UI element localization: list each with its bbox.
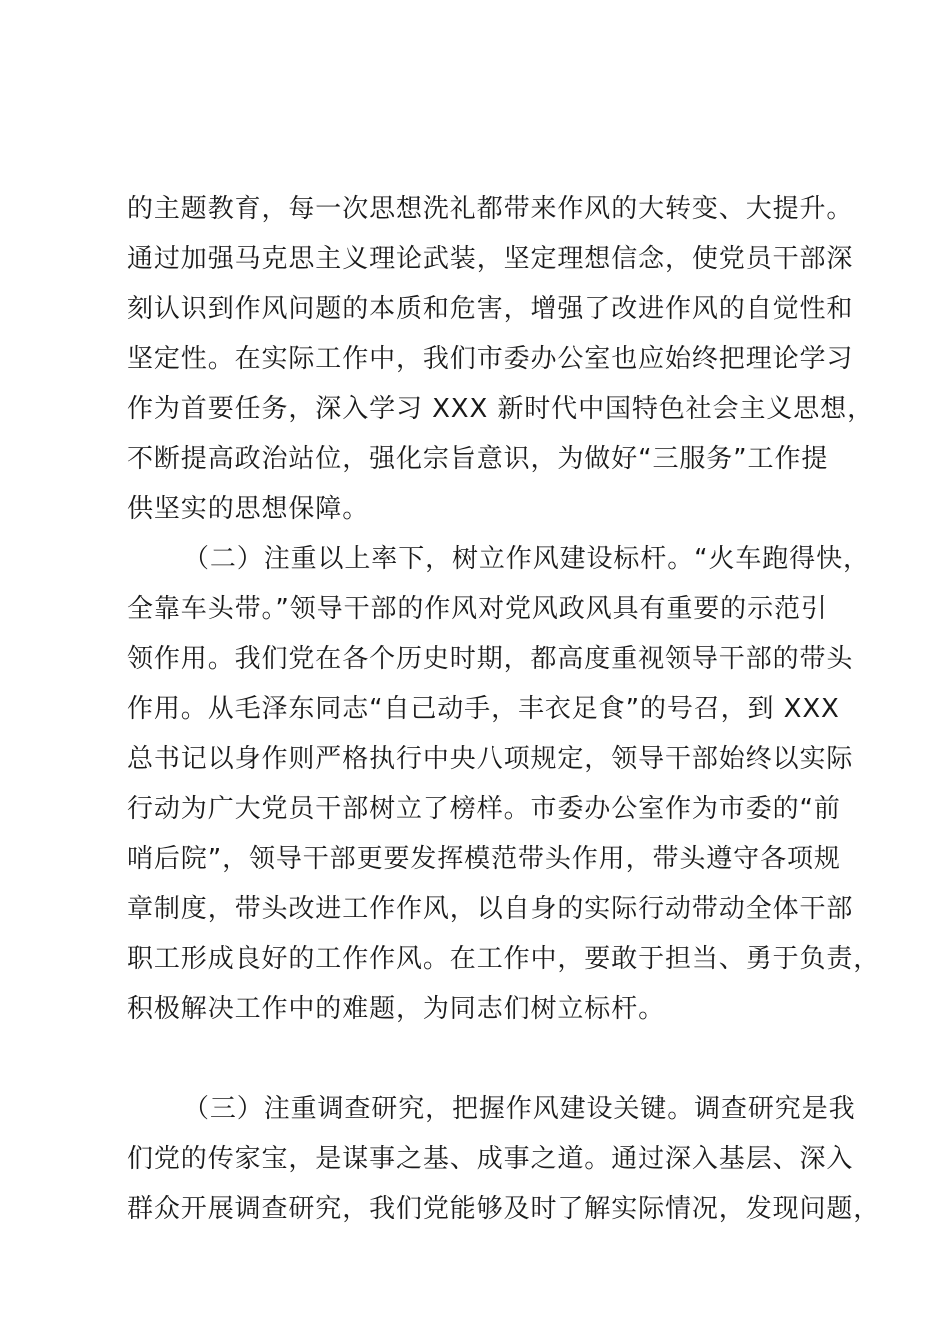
paragraph-1 (127, 184, 874, 534)
text-line: 全靠车头带。”领导干部的作风对党风政风具有重要的示范引 (127, 594, 828, 624)
text-line: 章制度，带头改进工作作风，以自身的实际行动带动全体干部 (127, 894, 854, 924)
paragraph-2 (127, 534, 881, 1084)
text-line (127, 1034, 837, 1084)
text-line: 作为首要任务，深入学习 XXX 新时代中国特色社会主义思想， (127, 394, 874, 424)
text-line: 供坚实的思想保障。 (127, 494, 370, 524)
text-line: 行动为广大党员干部树立了榜样。市委办公室作为市委的“前 (127, 794, 841, 824)
text-line: 职工形成良好的工作作风。在工作中，要敢于担当、勇于负责， (127, 944, 881, 974)
text-line: 作用。从毛泽东同志“自己动手，丰衣足食”的号召，到 XXX (127, 694, 840, 724)
document-body (127, 184, 881, 1234)
text-line: 群众开展调查研究，我们党能够及时了解实际情况，发现问题， (127, 1194, 881, 1224)
text-line: 们党的传家宝，是谋事之基、成事之道。通过深入基层、深入 (127, 1144, 854, 1174)
text-line: 积极解决工作中的难题，为同志们树立标杆。 (127, 994, 666, 1024)
text-line: 刻认识到作风问题的本质和危害，增强了改进作风的自觉性和 (127, 294, 854, 324)
text-line: 领作用。我们党在各个历史时期，都高度重视领导干部的带头 (127, 644, 854, 674)
text-line: 不断提高政治站位，强化宗旨意识，为做好“三服务”工作提 (127, 444, 829, 474)
paragraph-heading-line: （三）注重调查研究，把握作风建设关键。调查研究是我 (183, 1094, 856, 1124)
text-line: 总书记以身作则严格执行中央八项规定，领导干部始终以实际 (127, 744, 854, 774)
paragraph-3 (127, 1084, 881, 1234)
text-line: 通过加强马克思主义理论武装，坚定理想信念，使党员干部深 (127, 244, 854, 274)
paragraph-heading-line: （二）注重以上率下，树立作风建设标杆。“火车跑得快， (183, 544, 870, 574)
text-line: 哨后院”，领导干部更要发挥模范带头作用，带头遵守各项规 (127, 844, 841, 874)
text-line: 的主题教育，每一次思想洗礼都带来作风的大转变、大提升。 (127, 194, 854, 224)
text-line: 坚定性。在实际工作中，我们市委办公室也应始终把理论学习 (127, 344, 854, 374)
